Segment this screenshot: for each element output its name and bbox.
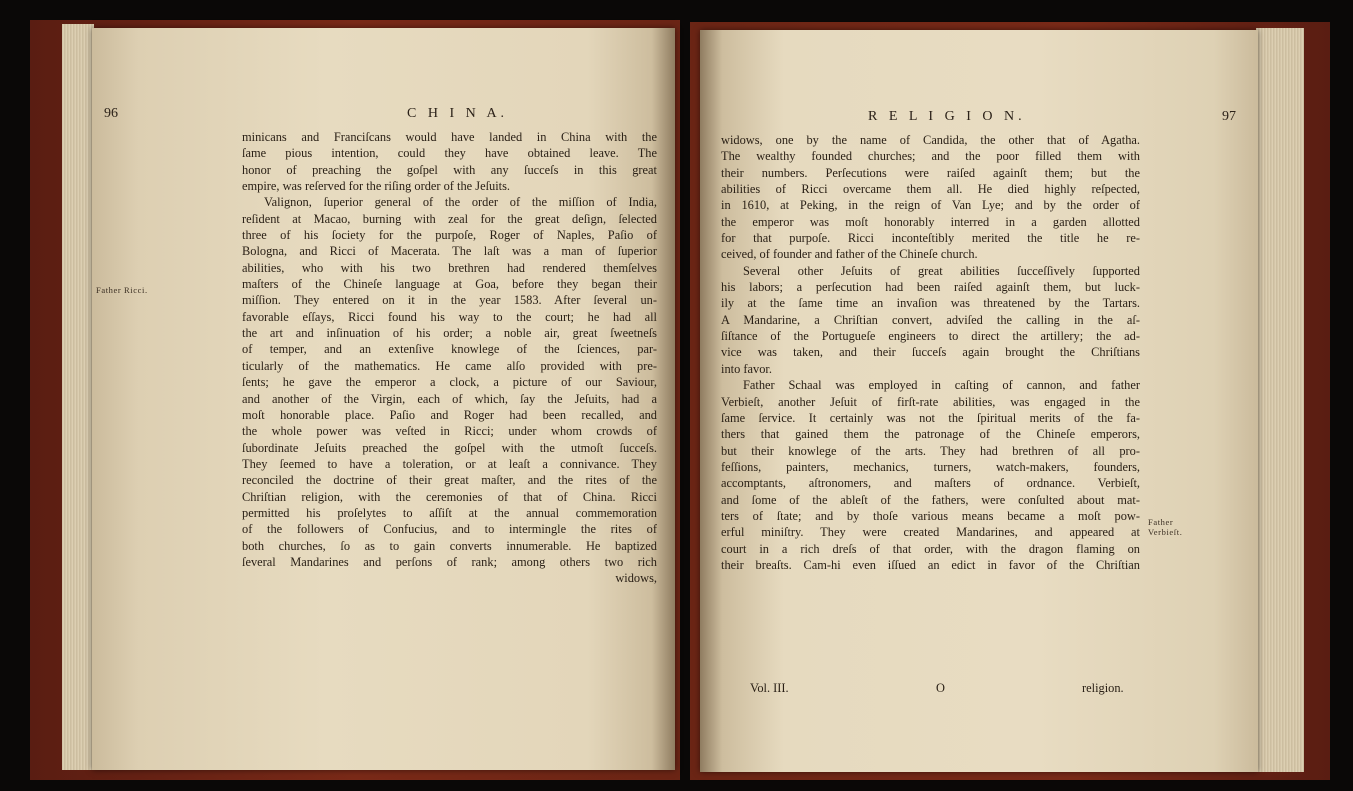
text-line: ceived, of founder and father of the Chineſe church. [721, 247, 978, 262]
left-page-number: 96 [104, 106, 118, 121]
text-line: his labors; a perſecution had been raiſed againſt them, but luck- [721, 280, 1140, 295]
right-margin-note-line2: Verbieſt. [1148, 527, 1183, 537]
text-line: widows, [615, 571, 657, 586]
text-line: ters of ſtate; and by thoſe various means became a moſt pow- [721, 508, 1140, 523]
text-line: maſters of the Chineſe language at Goa, before they began their [242, 277, 657, 292]
text-line: miſſion. They entered on it in the year 1583. After ſeveral un- [242, 293, 657, 308]
text-line: ſiſtance of the Portugueſe engineers to direct the artillery; the ad- [721, 329, 1140, 344]
text-line: for that purpoſe. Ricci inconteſtibly merited the title he re- [721, 231, 1140, 246]
text-line: ſame pious intention, could they have obtained leave. The [242, 146, 657, 161]
text-line: thers that gained them the patronage of the Chineſe emperors, [721, 427, 1140, 442]
right-margin-note-line1: Father [1148, 517, 1174, 527]
text-line: Bologna, and Ricci of Macerata. The laſt was a man of ſuperior [242, 244, 657, 259]
left-margin-note: Father Ricci. [96, 285, 148, 295]
text-line: and ſome of the ableſt of the fathers, were conſulted about mat- [721, 492, 1140, 507]
text-line: feſſions, painters, mechanics, turners, watch-makers, founders, [721, 459, 1140, 474]
right-page-number: 97 [1222, 109, 1236, 124]
footer-catchword: religion. [1082, 681, 1124, 695]
text-line: empire, was reſerved for the riſing order of the Jeſuits. [242, 179, 511, 194]
text-line: the emperor was moſt honorably interred in a garden allotted [721, 214, 1140, 229]
text-line: widows, one by the name of Candida, the other that of Agatha. [721, 133, 1140, 147]
text-line: court in a rich dreſs of that order, with the dragon flaming on [721, 541, 1140, 556]
text-line: permitted his proſelytes to aſſiſt at the annual commemoration [242, 505, 657, 520]
text-line: accomptants, aſtronomers, and maſters of ordnance. Verbieſt, [721, 476, 1140, 491]
text-line: into favor. [721, 361, 772, 376]
text-line: They ſeemed to have a toleration, or at leaſt a connivance. They [242, 456, 657, 471]
text-line: favorable eſſays, Ricci found his way to the court; he had all [242, 309, 657, 324]
right-running-head: R E L I G I O N. [868, 109, 1026, 124]
text-line: ſame ſervice. It certainly was not the ſpiritual merits of the fa- [721, 410, 1140, 425]
text-line: The wealthy founded churches; and the poor filled them with [721, 149, 1140, 164]
text-line: ſubordinate Jeſuits preached the goſpel with the utmoſt ſucceſs. [242, 440, 657, 455]
text-line: ſents; he gave the emperor a clock, a picture of our Saviour, [242, 375, 657, 390]
text-line: moſt honorable place. Paſio and Roger had been recalled, and [242, 407, 657, 422]
text-line: A Mandarine, a Chriſtian convert, adviſed the calling in the aſ- [721, 312, 1140, 327]
text-line: Several other Jeſuits of great abilities ſucceſſively ſupported [743, 263, 1140, 278]
text-line: erful miniſtry. They were created Mandarines, and appeared at [721, 525, 1140, 540]
text-line: in 1610, at Peking, in the reign of Van Lye; and by the order of [721, 198, 1140, 213]
left-running-head: C H I N A. [407, 106, 509, 121]
text-line: both churches, ſo as to gain converts innumerable. He baptized [242, 538, 657, 553]
text-line: the art and inſinuation of his order; a noble air, great ſweetneſs [242, 326, 657, 341]
text-line: reſident at Macao, burning with zeal for the great deſign, ſelected [242, 211, 657, 226]
footer-signature-mark: O [936, 681, 945, 695]
left-page [92, 28, 675, 770]
text-line: Father Schaal was employed in caſting of cannon, and father [743, 378, 1140, 393]
text-line: ily at the ſame time an invaſion was threatened by the Tartars. [721, 296, 1140, 311]
text-line: three of his ſociety for the purpoſe, Roger of Naples, Paſio of [242, 228, 657, 243]
text-line: of temper, and an extenſive knowlege of the ſciences, par- [242, 342, 657, 357]
text-line: honor of preaching the goſpel with any ſucceſs in this great [242, 162, 657, 177]
text-line: but their knowlege of the arts. They had brethren of all pro- [721, 443, 1140, 458]
text-line: minicans and Franciſcans would have landed in China with the [242, 130, 657, 144]
text-line: Verbieſt, another Jeſuit of firſt-rate abilities, was engaged in the [721, 394, 1140, 409]
text-line: the whole power was veſted in Ricci; under whom crowds of [242, 424, 657, 439]
right-page [700, 30, 1258, 772]
text-line: reconciled the doctrine of their great maſter, and the rites of the [242, 473, 657, 488]
footer-volume: Vol. III. [750, 681, 789, 695]
right-body-text [721, 132, 1140, 573]
text-line: Valignon, ſuperior general of the order of the miſſion of India, [264, 195, 657, 210]
text-line: Chriſtian religion, with the ceremonies of that of China. Ricci [242, 489, 657, 504]
text-line: abilities, who with his two brethren had rendered themſelves [242, 260, 657, 275]
text-line: their breaſts. Cam-hi even iſſued an edict in favor of the Chriſtian [721, 557, 1140, 572]
left-page-edges [62, 24, 94, 770]
text-line: and another of the Virgin, each of which, ſay the Jeſuits, had a [242, 391, 657, 406]
text-line: vice was taken, and their ſucceſs again brought the Chriſtians [721, 345, 1140, 360]
text-line: ticularly of the mathematics. He came alſo provided with pre- [242, 358, 657, 373]
text-line: abilities of Ricci overcame them all. He died highly reſpected, [721, 182, 1140, 197]
text-line: their numbers. Perſecutions were raiſed againſt them; but the [721, 165, 1140, 180]
right-page-edges [1256, 28, 1304, 772]
text-line: ſeveral Mandarines and perſons of rank; among others two rich [242, 554, 657, 569]
text-line: of the followers of Confucius, and to intermingle the rites of [242, 522, 657, 537]
left-body-text [242, 129, 657, 587]
